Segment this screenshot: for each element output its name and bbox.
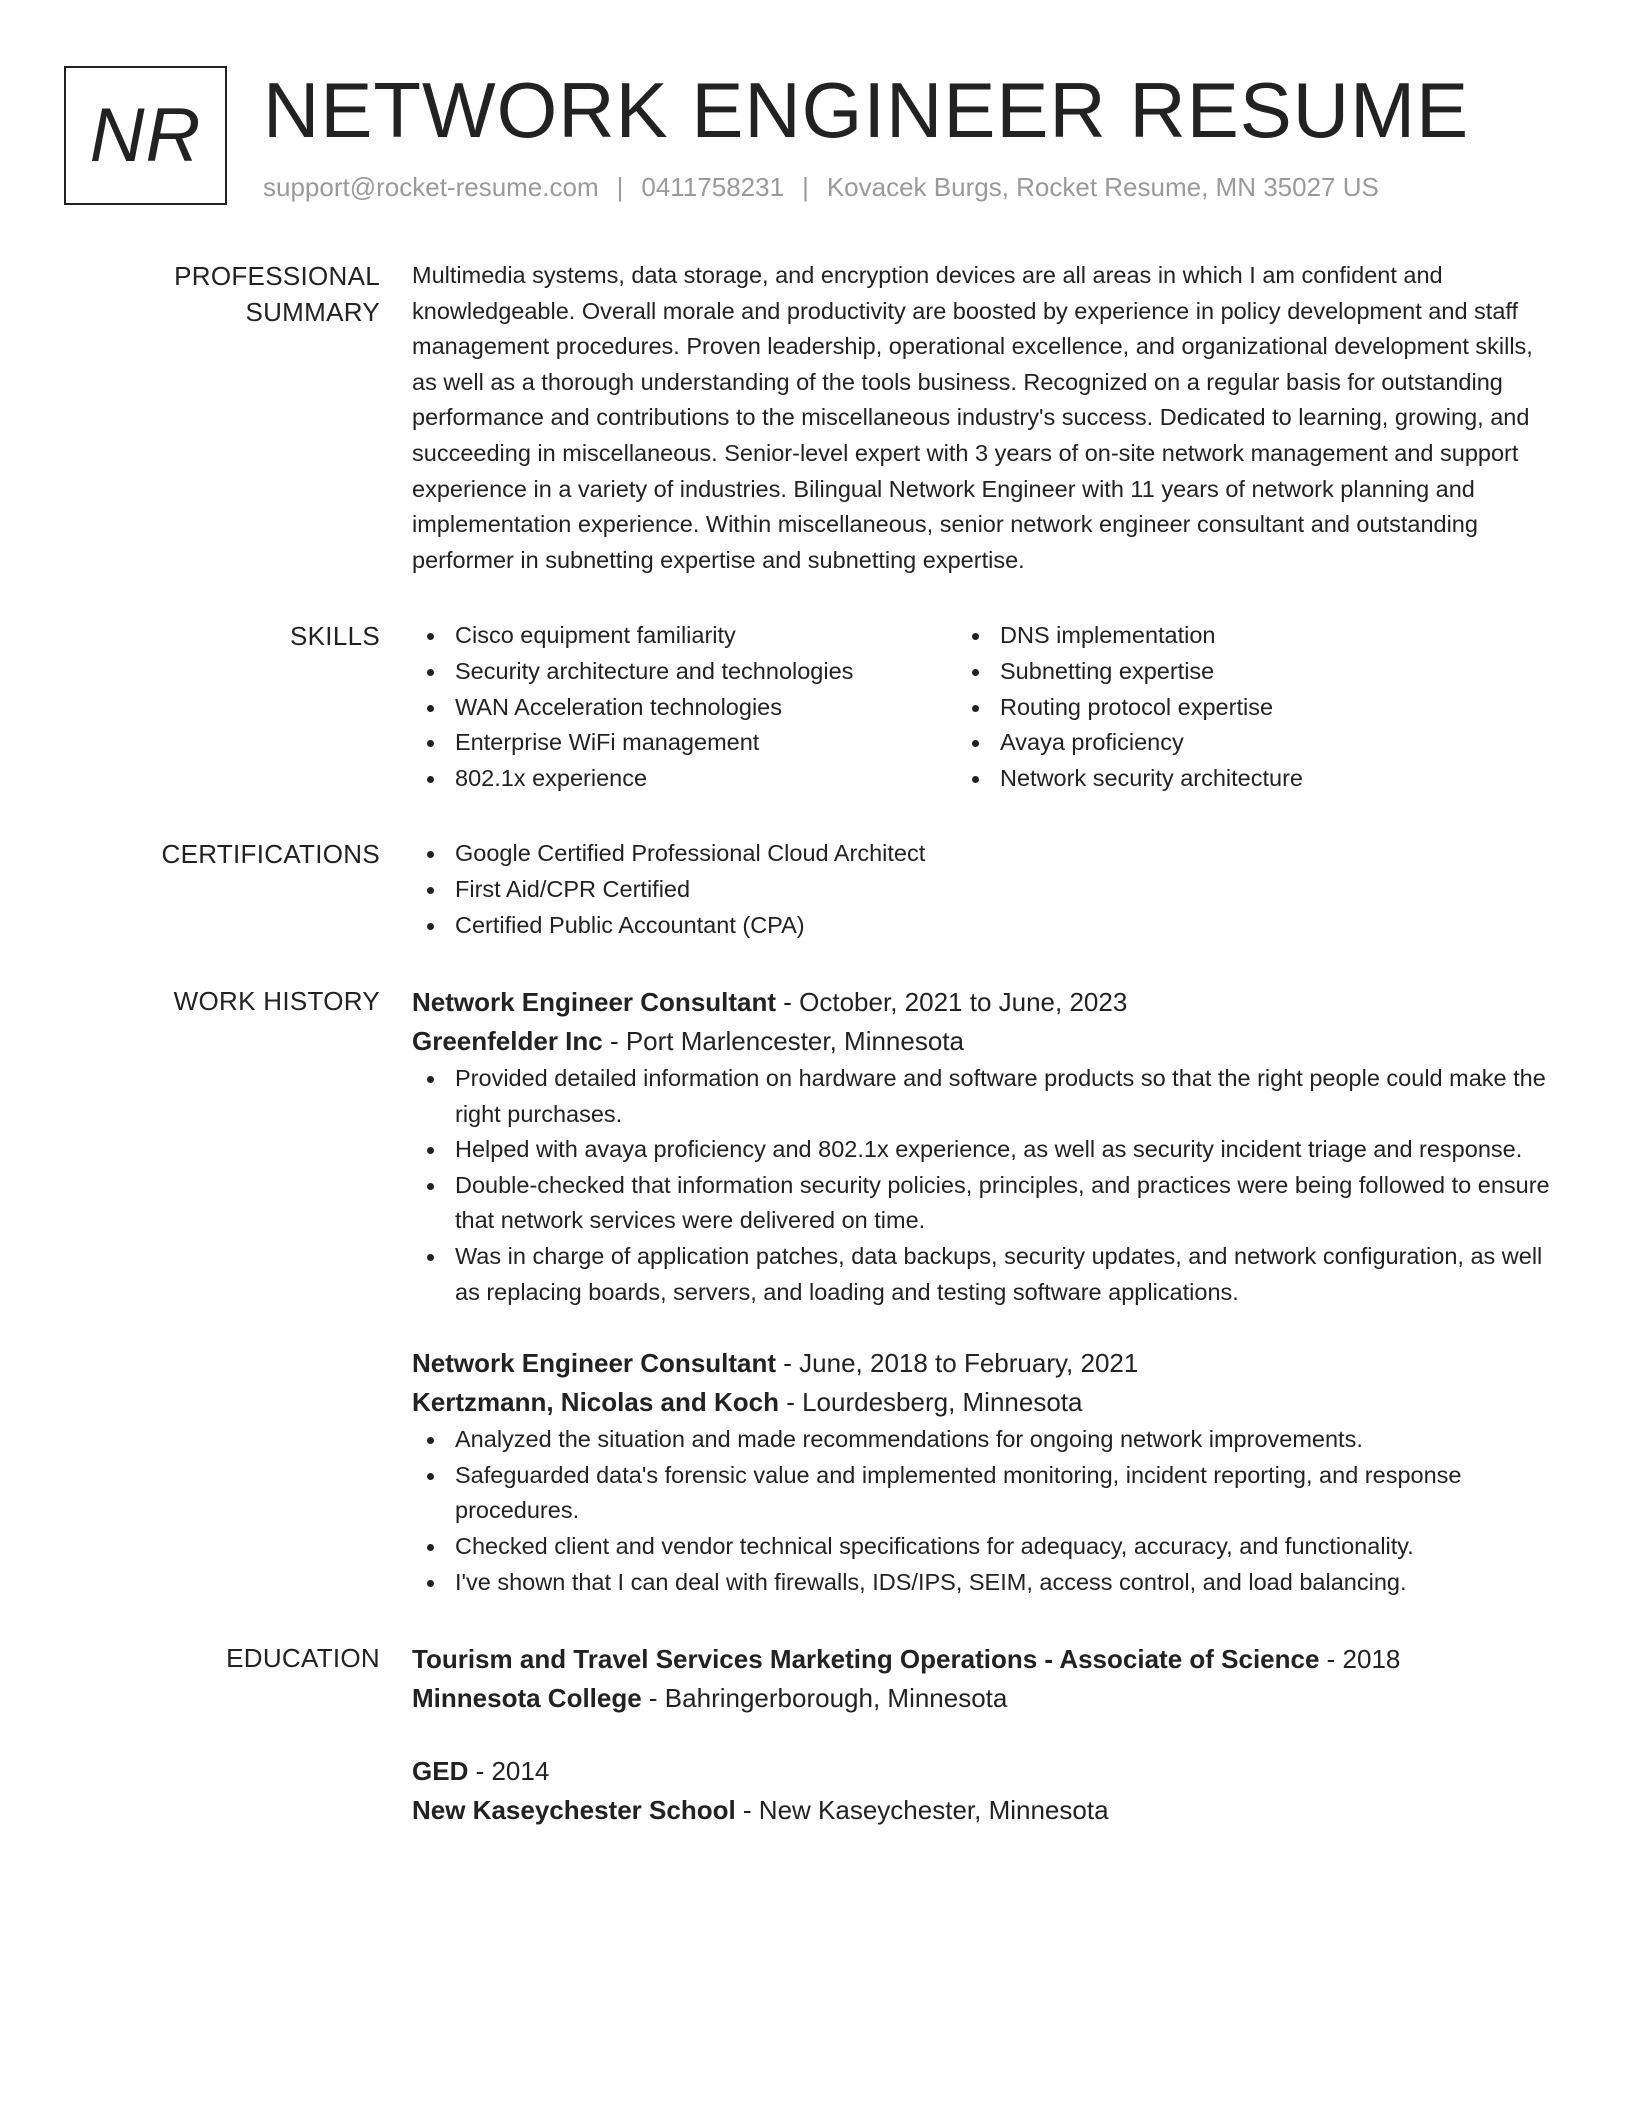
job-company: Greenfelder Inc [412, 1026, 603, 1057]
skill-item: WAN Acceleration technologies [412, 690, 957, 726]
school-name: Minnesota College [412, 1683, 642, 1714]
work-history-section [64, 983, 1564, 1600]
summary-section [64, 258, 1564, 578]
contact-line [263, 172, 1379, 203]
contact-separator: | [802, 172, 809, 202]
school-line [412, 1679, 1564, 1718]
school-location: - New Kaseychester, Minnesota [735, 1795, 1109, 1826]
skill-item: DNS implementation [957, 618, 1502, 654]
school-location: - Bahringerborough, Minnesota [641, 1683, 1008, 1714]
job-duty-item: Double-checked that information security policies, principles, and practices were being followed to ensure that network services were delivered on time. [412, 1168, 1564, 1239]
job-duty-item: Helped with avaya proficiency and 802.1x experience, as well as security incident triage and response. [412, 1132, 1564, 1168]
section-heading: WORK HISTORY [173, 986, 380, 1017]
skills-list-right [957, 618, 1502, 796]
job-entry [412, 1344, 1564, 1600]
job-entry [412, 983, 1564, 1310]
skill-item: Enterprise WiFi management [412, 725, 957, 761]
degree-name: GED [412, 1756, 469, 1787]
skill-item: Subnetting expertise [957, 654, 1502, 690]
skill-item: Security architecture and technologies [412, 654, 957, 690]
job-dates: - October, 2021 to June, 2023 [776, 987, 1128, 1018]
section-heading: EDUCATION [226, 1643, 380, 1674]
school-name: New Kaseychester School [412, 1795, 736, 1826]
education-entry [412, 1752, 1564, 1830]
job-company-line [412, 1022, 1564, 1061]
job-duties-list [412, 1422, 1564, 1600]
education-entry [412, 1640, 1564, 1718]
work-history-body [412, 983, 1564, 1600]
degree-name: Tourism and Travel Services Marketing Operations - Associate of Science [412, 1644, 1320, 1675]
certifications-section [64, 836, 1564, 943]
phone-text: 0411758231 [641, 172, 785, 202]
certification-item: Certified Public Accountant (CPA) [412, 908, 1564, 944]
education-body [412, 1640, 1564, 1830]
section-heading: CERTIFICATIONS [161, 839, 380, 870]
summary-paragraph: Multimedia systems, data storage, and encryption devices are all areas in which I am confident and knowledgeable. Overall morale and productivity are boosted by experience in policy development and staff management procedures. Proven leadership, operational excellence, and organizational development skills, as well as a thorough understanding of the tools business. Recognized on a regular basis for outstanding performance and contributions to the miscellaneous industry's success. Dedicated to learning, growing, and succeeding in miscellaneous. Senior-level expert with 3 years of on-site network management and support experience in a variety of industries. Bilingual Network Engineer with 11 years of network planning and implementation experience. Within miscellaneous, senior network engineer consultant and outstanding performer in subnetting expertise and subnetting expertise. [412, 262, 1533, 573]
resume-title: NETWORK ENGINEER RESUME [263, 66, 1470, 154]
education-section [64, 1640, 1564, 1830]
job-duties-list [412, 1061, 1564, 1310]
address-text: Kovacek Burgs, Rocket Resume, MN 35027 US [826, 172, 1379, 202]
skill-item: Avaya proficiency [957, 725, 1502, 761]
job-title-line [412, 983, 1564, 1022]
job-title-line [412, 1344, 1564, 1383]
job-duty-item: Checked client and vendor technical specifications for adequacy, accuracy, and functionality. [412, 1529, 1564, 1565]
certifications-body [412, 836, 1564, 943]
skills-section [64, 618, 1564, 796]
skill-item: Routing protocol expertise [957, 690, 1502, 726]
job-dates: - June, 2018 to February, 2021 [776, 1348, 1139, 1379]
skills-body [412, 618, 1564, 796]
certification-item: Google Certified Professional Cloud Architect [412, 836, 1564, 872]
job-duty-item: Analyzed the situation and made recommendations for ongoing network improvements. [412, 1422, 1564, 1458]
job-company: Kertzmann, Nicolas and Koch [412, 1387, 779, 1418]
school-line [412, 1791, 1564, 1830]
job-duty-item: Was in charge of application patches, data backups, security updates, and network configuration, as well as replacing boards, servers, and loading and testing software applications. [412, 1239, 1564, 1310]
certifications-list [412, 836, 1564, 943]
degree-year: - 2018 [1319, 1644, 1401, 1675]
contact-separator: | [616, 172, 624, 202]
degree-year: - 2014 [468, 1756, 550, 1787]
job-duty-item: I've shown that I can deal with firewalls, IDS/IPS, SEIM, access control, and load balancing. [412, 1565, 1564, 1601]
resume-header [64, 64, 1564, 214]
email-text: support@rocket-resume.com [263, 172, 599, 202]
section-heading: SKILLS [290, 621, 380, 652]
skill-item: Cisco equipment familiarity [412, 618, 957, 654]
resume-content [64, 258, 1564, 1870]
job-company-line [412, 1383, 1564, 1422]
job-title: Network Engineer Consultant [412, 987, 777, 1018]
initials-monogram: NR [64, 66, 227, 205]
skill-item: Network security architecture [957, 761, 1502, 797]
section-heading: PROFESSIONAL SUMMARY [174, 261, 380, 327]
job-duty-item: Safeguarded data's forensic value and implemented monitoring, incident reporting, and response procedures. [412, 1458, 1564, 1529]
summary-body [412, 258, 1564, 578]
certification-item: First Aid/CPR Certified [412, 872, 1564, 908]
skill-item: 802.1x experience [412, 761, 957, 797]
skills-list-left [412, 618, 957, 796]
degree-line [412, 1752, 1564, 1791]
job-duty-item: Provided detailed information on hardware and software products so that the right people could make the right purchases. [412, 1061, 1564, 1132]
job-location: - Lourdesberg, Minnesota [778, 1387, 1083, 1418]
job-location: - Port Marlencester, Minnesota [602, 1026, 964, 1057]
degree-line [412, 1640, 1564, 1679]
job-title: Network Engineer Consultant [412, 1348, 777, 1379]
